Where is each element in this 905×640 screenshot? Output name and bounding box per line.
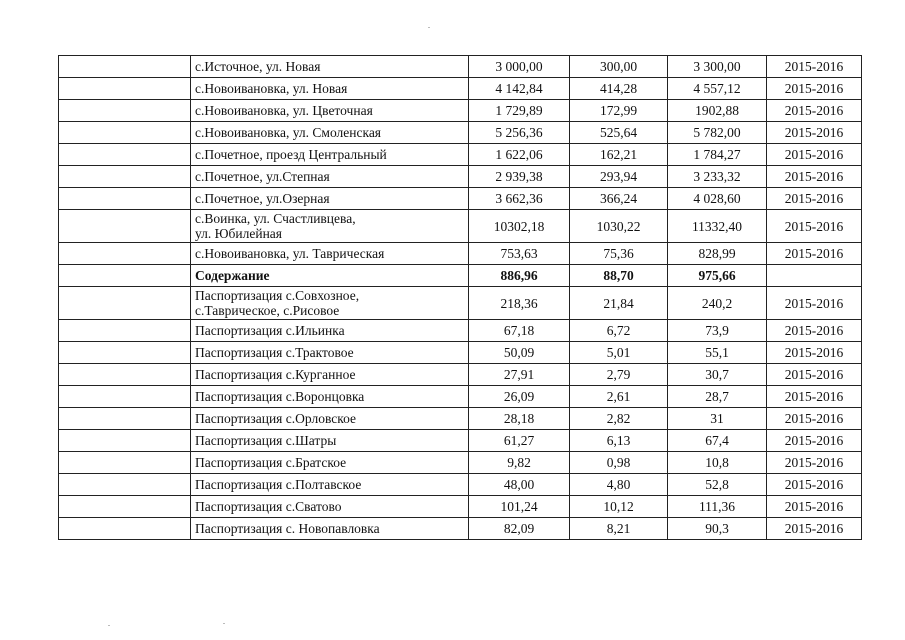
amount-1-cell: 886,96 [469, 265, 570, 287]
blank-cell [59, 364, 191, 386]
amount-total-cell: 111,36 [668, 496, 767, 518]
table-row [59, 56, 862, 78]
amount-total-cell: 73,9 [668, 320, 767, 342]
blank-cell [59, 452, 191, 474]
amount-1-cell: 1 729,89 [469, 100, 570, 122]
amount-1-cell: 3 662,36 [469, 188, 570, 210]
blank-cell [59, 243, 191, 265]
blank-cell [59, 287, 191, 320]
table-row [59, 452, 862, 474]
amount-2-cell: 0,98 [570, 452, 668, 474]
object-name-cell: Паспортизация с.Полтавское [191, 474, 469, 496]
amount-total-cell: 10,8 [668, 452, 767, 474]
amount-total-cell: 11332,40 [668, 210, 767, 243]
amount-2-cell: 172,99 [570, 100, 668, 122]
period-cell: 2015-2016 [767, 386, 862, 408]
blank-cell [59, 496, 191, 518]
blank-cell [59, 166, 191, 188]
amount-1-cell: 2 939,38 [469, 166, 570, 188]
amount-2-cell: 162,21 [570, 144, 668, 166]
object-name-cell: с.Почетное, проезд Центральный [191, 144, 469, 166]
scan-speck [428, 27, 430, 28]
amount-2-cell: 6,13 [570, 430, 668, 452]
table-row [59, 430, 862, 452]
amount-1-cell: 67,18 [469, 320, 570, 342]
blank-cell [59, 518, 191, 540]
table-row [59, 210, 862, 243]
blank-cell [59, 474, 191, 496]
object-name-cell: Паспортизация с.Сватово [191, 496, 469, 518]
amount-2-cell: 21,84 [570, 287, 668, 320]
scan-speck [108, 625, 110, 626]
amount-total-cell: 5 782,00 [668, 122, 767, 144]
period-cell: 2015-2016 [767, 166, 862, 188]
table-row [59, 474, 862, 496]
period-cell: 2015-2016 [767, 320, 862, 342]
amount-total-cell: 828,99 [668, 243, 767, 265]
object-name-cell: Паспортизация с.Курганное [191, 364, 469, 386]
amount-2-cell: 10,12 [570, 496, 668, 518]
table-row [59, 100, 862, 122]
amount-1-cell: 4 142,84 [469, 78, 570, 100]
amount-2-cell: 366,24 [570, 188, 668, 210]
amount-2-cell: 8,21 [570, 518, 668, 540]
period-cell: 2015-2016 [767, 474, 862, 496]
object-name-cell: Паспортизация с. Новопавловка [191, 518, 469, 540]
table-body [59, 56, 862, 540]
table-row [59, 144, 862, 166]
table-row [59, 408, 862, 430]
period-cell [767, 265, 862, 287]
period-cell: 2015-2016 [767, 144, 862, 166]
amount-1-cell: 9,82 [469, 452, 570, 474]
amount-total-cell: 52,8 [668, 474, 767, 496]
amount-2-cell: 2,79 [570, 364, 668, 386]
amount-2-cell: 2,82 [570, 408, 668, 430]
amount-2-cell: 525,64 [570, 122, 668, 144]
amount-total-cell: 975,66 [668, 265, 767, 287]
object-name-cell: с.Почетное, ул.Степная [191, 166, 469, 188]
amount-2-cell: 88,70 [570, 265, 668, 287]
period-cell: 2015-2016 [767, 342, 862, 364]
object-name-cell: с.Новоивановка, ул. Цветочная [191, 100, 469, 122]
amount-2-cell: 5,01 [570, 342, 668, 364]
amount-1-cell: 28,18 [469, 408, 570, 430]
blank-cell [59, 210, 191, 243]
amount-total-cell: 1902,88 [668, 100, 767, 122]
table-row [59, 265, 862, 287]
blank-cell [59, 342, 191, 364]
period-cell: 2015-2016 [767, 56, 862, 78]
object-name-cell: Паспортизация с.Трактовое [191, 342, 469, 364]
table-row [59, 287, 862, 320]
amount-total-cell: 3 233,32 [668, 166, 767, 188]
object-name-cell: Содержание [191, 265, 469, 287]
object-name-cell: с.Источное, ул. Новая [191, 56, 469, 78]
amount-total-cell: 3 300,00 [668, 56, 767, 78]
blank-cell [59, 56, 191, 78]
period-cell: 2015-2016 [767, 243, 862, 265]
blank-cell [59, 144, 191, 166]
table-row [59, 166, 862, 188]
amount-1-cell: 5 256,36 [469, 122, 570, 144]
amount-2-cell: 4,80 [570, 474, 668, 496]
amount-1-cell: 82,09 [469, 518, 570, 540]
period-cell: 2015-2016 [767, 122, 862, 144]
amount-1-cell: 48,00 [469, 474, 570, 496]
amount-total-cell: 55,1 [668, 342, 767, 364]
scan-speck [223, 623, 225, 624]
blank-cell [59, 122, 191, 144]
period-cell: 2015-2016 [767, 430, 862, 452]
period-cell: 2015-2016 [767, 364, 862, 386]
amount-1-cell: 3 000,00 [469, 56, 570, 78]
amount-1-cell: 753,63 [469, 243, 570, 265]
object-name-cell: с.Новоивановка, ул. Смоленская [191, 122, 469, 144]
table-row [59, 496, 862, 518]
amount-1-cell: 50,09 [469, 342, 570, 364]
object-name-cell: Паспортизация с.Совхозное, с.Таврическое, с.Рисовое [191, 287, 469, 320]
works-table [58, 55, 862, 540]
object-name-cell: Паспортизация с.Воронцовка [191, 386, 469, 408]
table-row [59, 78, 862, 100]
amount-1-cell: 27,91 [469, 364, 570, 386]
object-name-cell: с.Воинка, ул. Счастливцева, ул. Юбилейная [191, 210, 469, 243]
object-name-cell: с.Новоивановка, ул. Таврическая [191, 243, 469, 265]
amount-1-cell: 1 622,06 [469, 144, 570, 166]
amount-total-cell: 90,3 [668, 518, 767, 540]
blank-cell [59, 320, 191, 342]
object-name-cell: с.Новоивановка, ул. Новая [191, 78, 469, 100]
amount-total-cell: 1 784,27 [668, 144, 767, 166]
table-row [59, 364, 862, 386]
period-cell: 2015-2016 [767, 287, 862, 320]
object-name-cell: Паспортизация с.Орловское [191, 408, 469, 430]
amount-2-cell: 75,36 [570, 243, 668, 265]
blank-cell [59, 430, 191, 452]
period-cell: 2015-2016 [767, 78, 862, 100]
amount-1-cell: 26,09 [469, 386, 570, 408]
amount-1-cell: 61,27 [469, 430, 570, 452]
table-row [59, 342, 862, 364]
table-row [59, 243, 862, 265]
blank-cell [59, 386, 191, 408]
amount-total-cell: 67,4 [668, 430, 767, 452]
amount-total-cell: 4 028,60 [668, 188, 767, 210]
blank-cell [59, 100, 191, 122]
amount-1-cell: 218,36 [469, 287, 570, 320]
object-name-cell: Паспортизация с.Братское [191, 452, 469, 474]
amount-2-cell: 293,94 [570, 166, 668, 188]
blank-cell [59, 265, 191, 287]
amount-2-cell: 1030,22 [570, 210, 668, 243]
object-name-cell: с.Почетное, ул.Озерная [191, 188, 469, 210]
blank-cell [59, 78, 191, 100]
amount-total-cell: 240,2 [668, 287, 767, 320]
amount-total-cell: 4 557,12 [668, 78, 767, 100]
period-cell: 2015-2016 [767, 210, 862, 243]
amount-1-cell: 10302,18 [469, 210, 570, 243]
amount-1-cell: 101,24 [469, 496, 570, 518]
period-cell: 2015-2016 [767, 188, 862, 210]
amount-total-cell: 31 [668, 408, 767, 430]
object-name-cell: Паспортизация с.Ильинка [191, 320, 469, 342]
period-cell: 2015-2016 [767, 452, 862, 474]
table-row [59, 518, 862, 540]
table-row [59, 122, 862, 144]
object-name-cell: Паспортизация с.Шатры [191, 430, 469, 452]
period-cell: 2015-2016 [767, 100, 862, 122]
table-row [59, 386, 862, 408]
period-cell: 2015-2016 [767, 408, 862, 430]
amount-2-cell: 2,61 [570, 386, 668, 408]
period-cell: 2015-2016 [767, 518, 862, 540]
blank-cell [59, 188, 191, 210]
table-row [59, 188, 862, 210]
amount-2-cell: 414,28 [570, 78, 668, 100]
amount-total-cell: 30,7 [668, 364, 767, 386]
amount-2-cell: 300,00 [570, 56, 668, 78]
blank-cell [59, 408, 191, 430]
table-row [59, 320, 862, 342]
period-cell: 2015-2016 [767, 496, 862, 518]
amount-total-cell: 28,7 [668, 386, 767, 408]
amount-2-cell: 6,72 [570, 320, 668, 342]
